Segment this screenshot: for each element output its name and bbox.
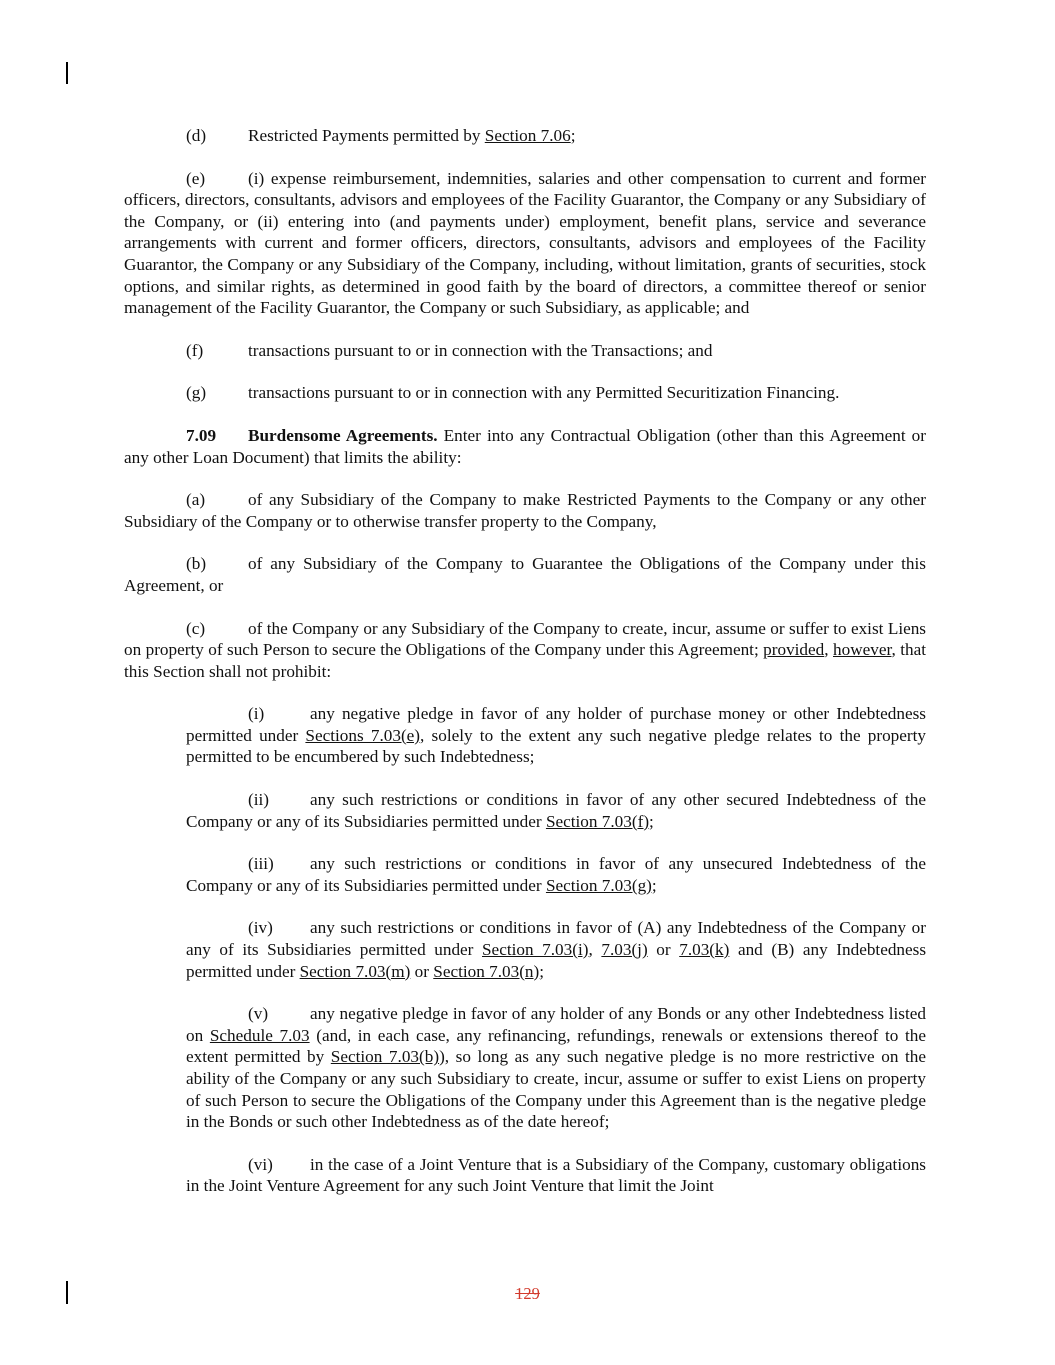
clause-b: (b) of any Subsidiary of the Company to Guarantee the Obligations of the Company under this Agreement, or [124,554,926,595]
section-heading: Burdensome Agreements. [248,425,438,445]
clause-label: (iv) [248,918,273,938]
clause-label: (d) [186,126,207,145]
document-body [124,125,926,1197]
subclause-v: (v) any negative pledge in favor of any holder of any Bonds or any other Indebtedness listed on Schedule 7.03 (and, in each case, any refinancing, refundings, renewals or extensions thereof to the extent permitted by Section 7.03(b)), so long as any such negative pledge is no more restrictive on the ability of the Company or any such Subsidiary to create, incur, assume or suffer to exist Liens on property of such Person to secure the Obligations of the Company under this Agreement than is the negative pledge in the Bonds or such other Indebtedness as of the date hereof; [186,1004,926,1132]
provided-term: provided [763,640,825,660]
clause-label: (i) [248,704,265,724]
clause-label: (iii) [248,854,274,874]
section-number: 7.09 [186,425,217,445]
section-reference-link[interactable]: 7.03(k) [679,940,730,960]
section-reference-link[interactable]: Section 7.03(m) [299,961,411,981]
section-7-09: 7.09 Burdensome Agreements. Enter into any Contractual Obligation (other than this Agreement or any other Loan Document) that limits the ability: [124,425,926,467]
subclause-iii: (iii) any such restrictions or conditions in favor of any unsecured Indebtedness of the Company or any of its Subsidiaries permitted under Section 7.03(g); [186,854,926,895]
clause-label: (v) [248,1004,269,1024]
clause-label: (f) [186,340,204,360]
section-reference-link[interactable]: Sections 7.03(e) [305,725,421,745]
clause-g: (g) transactions pursuant to or in connection with any Permitted Securitization Financing. [186,383,840,403]
section-reference-link[interactable]: Section 7.03(n) [433,961,540,981]
clause-label: (c) [186,618,206,638]
page-number: 129 [515,1284,540,1303]
subclause-iv: (iv) any such restrictions or conditions in favor of (A) any Indebtedness of the Company or any of its Subsidiaries permitted under Section 7.03(i), 7.03(j) or 7.03(k) and (B) any Indebtedness permitted under Section 7.03(m) or Section 7.03(n); [186,918,927,981]
section-reference-link[interactable]: Section 7.03(i) [482,940,589,960]
revision-bar-top [66,62,68,84]
clause-label: (vi) [248,1154,273,1174]
section-reference-link[interactable]: Section 7.03(b) [330,1047,440,1067]
section-reference-link[interactable]: Section 7.03(g) [545,875,652,895]
subclause-vi: (vi) in the case of a Joint Venture that is a Subsidiary of the Company, customary obligations in the Joint Venture Agreement for any such Joint Venture that limit the Joint [186,1154,926,1196]
clause-f: (f) transactions pursuant to or in connection with the Transactions; and [186,340,713,360]
section-reference-link[interactable]: Section 7.03(f) [545,811,650,831]
clause-label: (e) [186,168,206,188]
clause-c: (c) of the Company or any Subsidiary of the Company to create, incur, assume or suffer to exist Liens on property of such Person to secure the Obligations of the Company under this Agreement; provided, however, that this Section shall not prohibit: [124,618,926,681]
section-reference-link[interactable]: Section 7.06 [484,126,571,145]
clause-a: (a) of any Subsidiary of the Company to make Restricted Payments to the Company or any other Subsidiary of the Company or to otherwise transfer property to the Company, [124,490,926,531]
clause-label: (b) [186,554,207,574]
however-term: however [833,640,892,660]
clause-label: (g) [186,383,207,403]
clause-label: (ii) [248,790,269,810]
section-reference-link[interactable]: 7.03(j) [601,940,648,960]
subclause-i: (i) any negative pledge in favor of any holder of purchase money or other Indebtedness permitted under Sections 7.03(e), solely to the extent any such negative pledge relates to the property permitted to be encumbered by such Indebtedness; [186,704,927,767]
clause-e: (e) (i) expense reimbursement, indemnities, salaries and other compensation to current and former officers, directors, consultants, advisors and employees of the Facility Guarantor, the Company or any Subsidiary of the Company, or (ii) entering into (and payments under) employment, benefit plans, service and severance arrangements with current and former officers, directors, consultants, advisors and employees of the Facility Guarantor, the Company or any Subsidiary of the Company, including, without limitation, grants of securities, stock options, and similar rights, as determined in good faith by the board of directors, a committee thereof or senior management of the Facility Guarantor, the Company or such Subsidiary, as applicable; and [124,168,926,318]
clause-d: (d) Restricted Payments permitted by Section 7.06; [186,126,576,145]
subclause-ii: (ii) any such restrictions or conditions in favor of any other secured Indebtedness of the Company or any of its Subsidiaries permitted under Section 7.03(f); [186,790,926,831]
schedule-reference-link[interactable]: Schedule 7.03 [209,1025,310,1045]
clause-label: (a) [186,490,206,510]
